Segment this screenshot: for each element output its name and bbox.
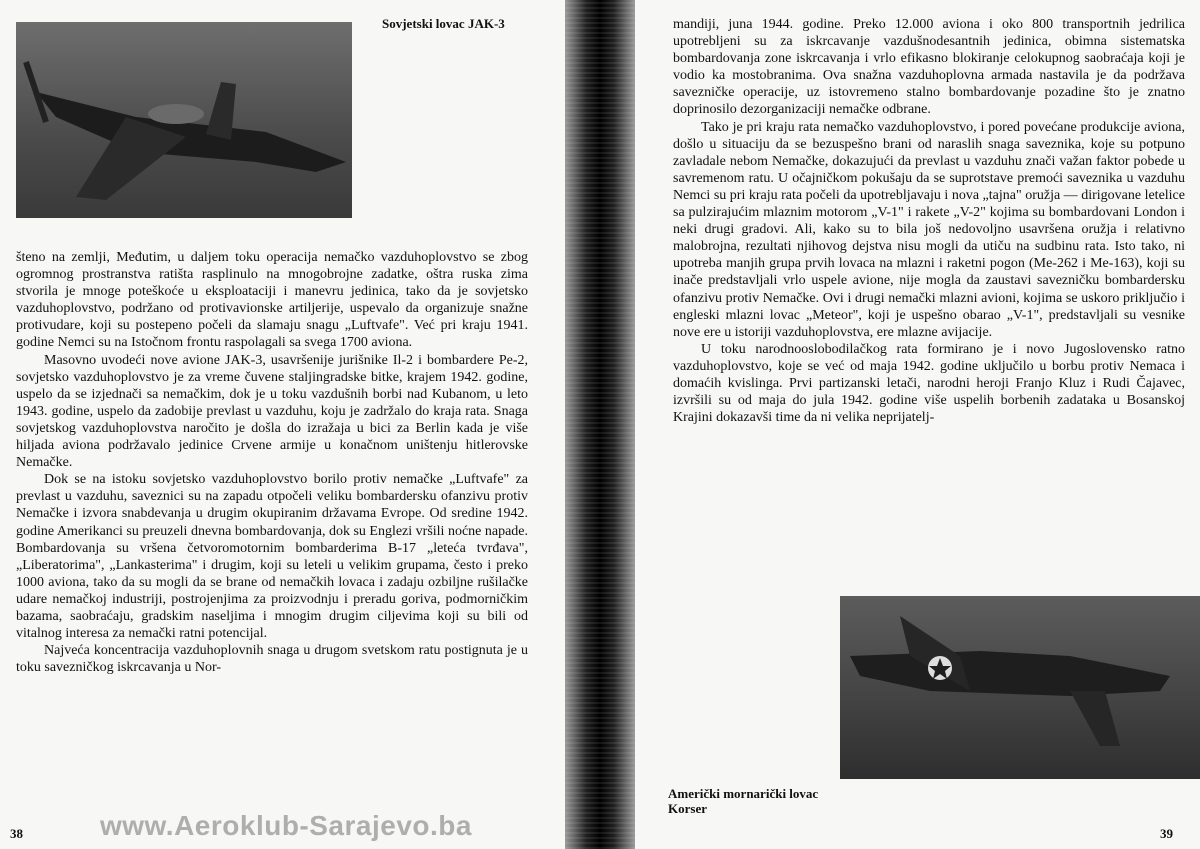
- page-number: 38: [10, 826, 23, 841]
- jak3-aircraft-photo: [16, 22, 352, 218]
- corsair-aircraft-icon: [840, 596, 1200, 779]
- book-spine-gutter: [565, 0, 635, 849]
- left-body-text: [16, 249, 528, 676]
- paragraph: mandiji, juna 1944. godine. Preko 12.000 aviona i oko 800 transportnih jedrilica upotrebljeni su za iskrcavanje vazdušnodesantnih jedinica, obimna sistematska bombardovanja zone iskrcavanja i vrlo efikasno blokiranje celokupnog saobraćaja koji je vodio ka mostobranima. Ova snažna vazduhoplovna armada nastavila je da podržava savezničke operacije, uz istovremeno stalno bombardovanje pozadine što je znatno doprinosilo dezorganizaciji nemačke odbrane.: [673, 17, 1185, 118]
- paragraph: Tako je pri kraju rata nemačko vazduhoplovstvo, i pored povećane produkcije aviona, došlo u situaciju da se bezuspešno brani od naraslih snaga saveznika, koje su potpuno zavladale nebom Nemačke, dokazujući da prevlast u vazduhu znači važan faktor pobede u savremenom ratu. U očajničkom pokušaju da se suprotstave premoći saveznika u vazduhu Nemci su pri kraju rata počeli da upotrebljavaju i nova „tajna" oružja — dirigovane letelice sa pulzirajućim mlaznim motorom „V-1" i rakete „V-2" kojima su bombardovani London i neki drugi gradovi. Ali, kako su to bila još nedovoljno usavršena oružja i relativno malobrojna, rezultati njihovog dejstva nisu mogli da utiču na sudbinu rata. Isto tako, ni upotreba manjih grupa prvih lovaca na mlazni i raketni pogon (Me-262 i Me-163), koji su inače predstavljali vrlo uspele avione, nije mogla da zaustavi savezničku bombardersku ofanzivu protiv Nemačke. Ovi i drugi nemački mlazni avioni, kojima se uskoro priključio i engleski mlazni lovac „Meteor", koji je uspešno obarao „V-1", predstavljali su vesnike nove ere u istoriji vazduhoplovstva, ere mlazne avijacije.: [673, 119, 1185, 340]
- photo-caption: Sovjetski lovac JAK-3: [382, 16, 505, 31]
- paragraph: U toku narodnooslobodilačkog rata formirano je i novo Jugoslovensko ratno vazduhoplovstvo, koje se već od maja 1942. godine uključilo u borbu protiv Nemaca i domaćih kvislinga. Prvi partizanski letači, narodni heroji Franjo Kluz i Rudi Čajavec, izvršili su od maja do jula 1942. godine više uspelih borbenih zadataka u Bosanskoj Krajini dokazavši time da ni velika neprijatelj-: [673, 341, 1185, 426]
- right-body-text: [673, 16, 1185, 426]
- paragraph: šteno na zemlji, Međutim, u daljem toku operacija nemačko vazduhoplovstvo se zbog ogromnog prostranstva ratišta rasplinulo na mnogobrojne zadatke, oštra ruska zima stvorila je mnoge poteškoće u eksploataciji i manevru jedinica, tako da je sovjetsko vazduhoplovstvo, podržano od protivavionske artiljerije, uspevalo da organizuje snažne protivudare, koji su postepeno počeli da slamaju snagu „Luftvafe". Već pri kraju 1941. godine Nemci su na Istočnom frontu raspolagali sa svega 1700 aviona.: [16, 250, 528, 351]
- corsair-aircraft-photo: [840, 596, 1200, 779]
- site-watermark: www.Aeroklub-Sarajevo.ba: [100, 810, 472, 841]
- left-page: [0, 0, 565, 849]
- paragraph: Masovno uvodeći nove avione JAK-3, usavršenije jurišnike Il-2 i bombardere Pe-2, sovjetsko vazduhoplovstvo je za vreme čuvene staljingradske bitke, krajem 1942. godine, uspelo da se izjednači sa nemačkim, dok je u toku vazdušnih borbi nad Kubanom, u leto 1943. godine, uspelo da zadobije prevlast u vazduhu, koju je zadržalo do kraja rata. Snaga sovjetskog vazduhoplovstva naročito je došla do izražaja u bici za Berlin kada je više hiljada aviona podržavalo jedinice Crvene armije u konačnom uništenju hitlerovske Nemačke.: [16, 352, 528, 471]
- paragraph: Dok se na istoku sovjetsko vazduhoplovstvo borilo protiv nemačke „Luftvafe" za prevlast u vazduhu, saveznici su na zapadu otpočeli veliku bombardersku ofanzivu protiv Nemačke i izvora snabdevanja u drugim okupiranim državama Evrope. Od sredine 1942. godine Amerikanci su preuzeli dnevna bombardovanja, dok su Englezi vršili noćne napade. Bombardovanja su vršena četvoromotornim bombarderima B-17 „leteća tvrđava", „Liberatorima", „Lankasterima" i drugim, koji su leteli u velikim grupama, često i preko 1000 aviona, tako da su mogli da se brane od nemačkih lovaca i zadaju ozbiljne rušilačke udare nemačkoj industriji, postrojenjima za proizvodnju i preradu goriva, podmorničkim bazama, saobraćaju, gradskim naseljima i mnogim drugim ciljevima koji su bili od vitalnog interesa za nemački ratni potencijal.: [16, 472, 529, 642]
- photo-caption: Američki mornarički lovac Korser: [668, 786, 819, 816]
- page-number: 39: [1160, 826, 1173, 841]
- paragraph: Najveća koncentracija vazduhoplovnih snaga u drugom svetskom ratu postignuta je u toku savezničkog iskrcavanja u Nor-: [16, 643, 528, 676]
- jak3-aircraft-icon: [16, 22, 352, 218]
